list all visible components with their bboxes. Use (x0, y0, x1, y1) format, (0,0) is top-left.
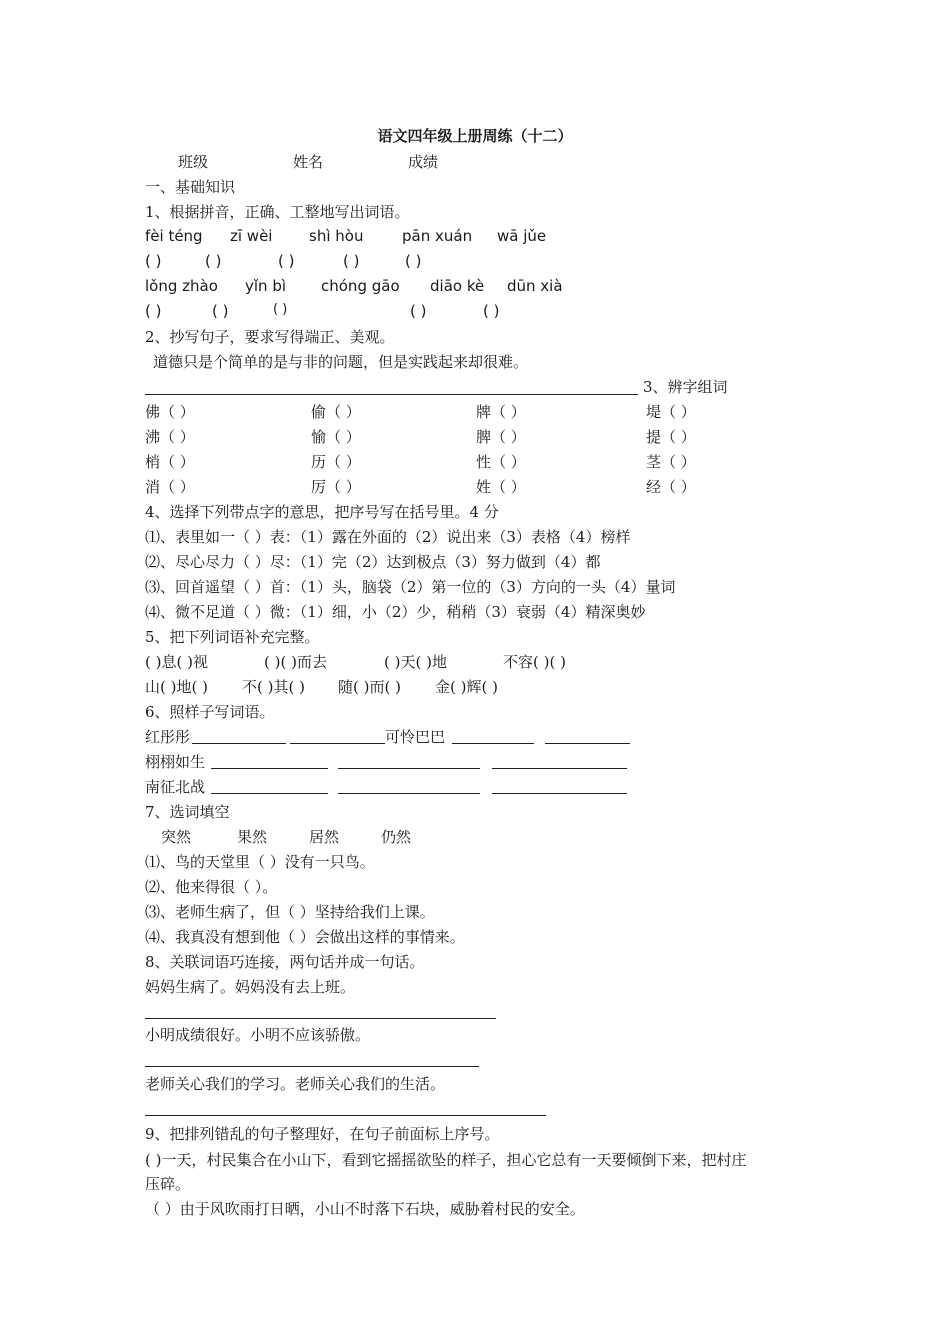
word-option: 突然 (161, 828, 192, 846)
q4-item[interactable]: ⑶、回首遥望（ ）首：（1）头，脑袋（2）第一位的（3）方向的一头（4）量词 (145, 578, 676, 596)
idiom-blank[interactable]: ( )天( )地 (384, 653, 447, 671)
pinyin: shì hòu (309, 227, 364, 245)
pinyin: lǒng zhào (145, 277, 218, 295)
name-label: 姓名 (293, 153, 324, 171)
class-label: 班级 (178, 153, 209, 171)
q3-prompt: 3、辨字组词 (643, 378, 728, 396)
char-pair-item[interactable]: 梢（ ） (145, 453, 195, 471)
q7-item[interactable]: ⑴、鸟的天堂里（ ）没有一只鸟。 (145, 853, 375, 871)
q4-item[interactable]: ⑷、微不足道（ ）微：（1）细，小（2）少，稍稍（3）衰弱（4）精深奥妙 (145, 603, 646, 621)
answer-line[interactable] (145, 1115, 546, 1116)
q8-prompt: 8、关联词语巧连接，两句话并成一句话。 (145, 953, 425, 971)
char-pair-item[interactable]: 历（ ） (311, 453, 361, 471)
char-pair-item[interactable]: 提（ ） (646, 428, 696, 446)
char-pair-item[interactable]: 姓（ ） (476, 478, 526, 496)
answer-line[interactable] (211, 768, 328, 769)
q9-sentence[interactable]: ( )一天，村民集合在小山下，看到它摇摇欲坠的样子，担心它总有一天要倾倒下来，把村庄 (145, 1151, 747, 1169)
answer-blank[interactable]: ( ) (410, 302, 427, 320)
idiom-blank[interactable]: 山( )地( ) (145, 678, 208, 696)
q2-sentence: 道德只是个简单的是与非的问题，但是实践起来却很难。 (153, 353, 529, 371)
char-pair-item[interactable]: 沸（ ） (145, 428, 195, 446)
pinyin: diāo kè (430, 277, 485, 295)
char-pair-item[interactable]: 茎（ ） (646, 453, 696, 471)
answer-line[interactable] (452, 743, 534, 744)
idiom-blank[interactable]: ( )( )而去 (264, 653, 327, 671)
example-word: 南征北战 (145, 778, 206, 796)
char-pair-item[interactable]: 堤（ ） (646, 403, 696, 421)
char-pair-item[interactable]: 消（ ） (145, 478, 195, 496)
pinyin: fèi téng (145, 227, 203, 245)
answer-line[interactable] (211, 793, 328, 794)
q4-item[interactable]: ⑴、表里如一（ ）表：（1）露在外面的（2）说出来（3）表格（4）榜样 (145, 528, 631, 546)
q1-prompt: 1、根据拼音，正确、工整地写出词语。 (145, 203, 410, 221)
answer-blank[interactable]: ( ) (405, 252, 422, 270)
char-pair-item[interactable]: 愉（ ） (311, 428, 361, 446)
answer-blank[interactable]: ( ) (145, 252, 162, 270)
q8-sentence: 妈妈生病了。妈妈没有去上班。 (145, 978, 356, 996)
answer-blank[interactable]: ( ) (278, 252, 295, 270)
idiom-blank[interactable]: 不( )其( ) (242, 678, 305, 696)
q4-item[interactable]: ⑵、尽心尽力（ ）尽：（1）完（2）达到极点（3）努力做到（4）都 (145, 553, 601, 571)
char-pair-item[interactable]: 偷（ ） (311, 403, 361, 421)
example-word: 红彤彤 (145, 728, 191, 746)
example-word: 可怜巴巴 (385, 728, 446, 746)
pinyin: dūn xià (507, 277, 563, 295)
idiom-blank[interactable]: 随( )而( ) (338, 678, 401, 696)
page-title: 语文四年级上册周练（十二） (377, 127, 573, 145)
q7-prompt: 7、选词填空 (145, 803, 230, 821)
answer-line[interactable] (145, 1066, 479, 1067)
answer-line[interactable] (492, 768, 627, 769)
answer-line[interactable] (545, 743, 630, 744)
example-word: 栩栩如生 (145, 753, 206, 771)
idiom-blank[interactable]: 金( )辉( ) (435, 678, 498, 696)
char-pair-item[interactable]: 佛（ ） (145, 403, 195, 421)
char-pair-item[interactable]: 牌（ ） (476, 403, 526, 421)
pinyin: pān xuán (402, 227, 473, 245)
word-option: 居然 (309, 828, 340, 846)
answer-line[interactable] (338, 793, 480, 794)
q9-sentence-cont: 压碎。 (145, 1175, 191, 1193)
q8-sentence: 小明成绩很好。小明不应该骄傲。 (145, 1026, 371, 1044)
answer-blank[interactable]: ( ) (483, 302, 500, 320)
score-label: 成绩 (408, 153, 439, 171)
q9-prompt: 9、把排列错乱的句子整理好，在句子前面标上序号。 (145, 1125, 500, 1143)
q9-sentence[interactable]: （ ）由于风吹雨打日晒，小山不时落下石块，威胁着村民的安全。 (145, 1200, 585, 1218)
char-pair-item[interactable]: 性（ ） (476, 453, 526, 471)
pinyin: yǐn bì (245, 277, 287, 295)
answer-line[interactable] (192, 743, 286, 744)
q7-item[interactable]: ⑷、我真没有想到他（ ）会做出这样的事情来。 (145, 928, 465, 946)
answer-line[interactable] (290, 743, 385, 744)
q2-prompt: 2、抄写句子，要求写得端正、美观。 (145, 328, 395, 346)
word-option: 仍然 (381, 828, 412, 846)
answer-blank[interactable]: ( ) (205, 252, 222, 270)
word-option: 果然 (237, 828, 268, 846)
char-pair-item[interactable]: 脾（ ） (476, 428, 526, 446)
answer-blank[interactable]: ( ) (273, 302, 288, 317)
answer-line[interactable] (338, 768, 480, 769)
section-heading: 一、基础知识 (145, 178, 236, 196)
pinyin: chóng gāo (321, 277, 400, 295)
answer-blank[interactable]: ( ) (212, 302, 229, 320)
answer-line[interactable] (145, 1018, 496, 1019)
q7-item[interactable]: ⑶、老师生病了，但（ ）坚持给我们上课。 (145, 903, 435, 921)
answer-blank[interactable]: ( ) (145, 302, 162, 320)
char-pair-item[interactable]: 经（ ） (646, 478, 696, 496)
answer-blank[interactable]: ( ) (343, 252, 360, 270)
idiom-blank[interactable]: ( )息( )视 (145, 653, 208, 671)
pinyin: zī wèi (230, 227, 273, 245)
q4-prompt: 4、选择下列带点字的意思，把序号写在括号里。4 分 (145, 503, 499, 521)
copy-line[interactable] (145, 394, 638, 395)
pinyin: wā jǔe (497, 227, 547, 245)
q6-prompt: 6、照样子写词语。 (145, 703, 275, 721)
q7-item[interactable]: ⑵、他来得很（ ）。 (145, 878, 278, 896)
q5-prompt: 5、把下列词语补充完整。 (145, 628, 320, 646)
q8-sentence: 老师关心我们的学习。老师关心我们的生活。 (145, 1075, 446, 1093)
char-pair-item[interactable]: 厉（ ） (311, 478, 361, 496)
answer-line[interactable] (492, 793, 627, 794)
idiom-blank[interactable]: 不容( )( ) (503, 653, 566, 671)
